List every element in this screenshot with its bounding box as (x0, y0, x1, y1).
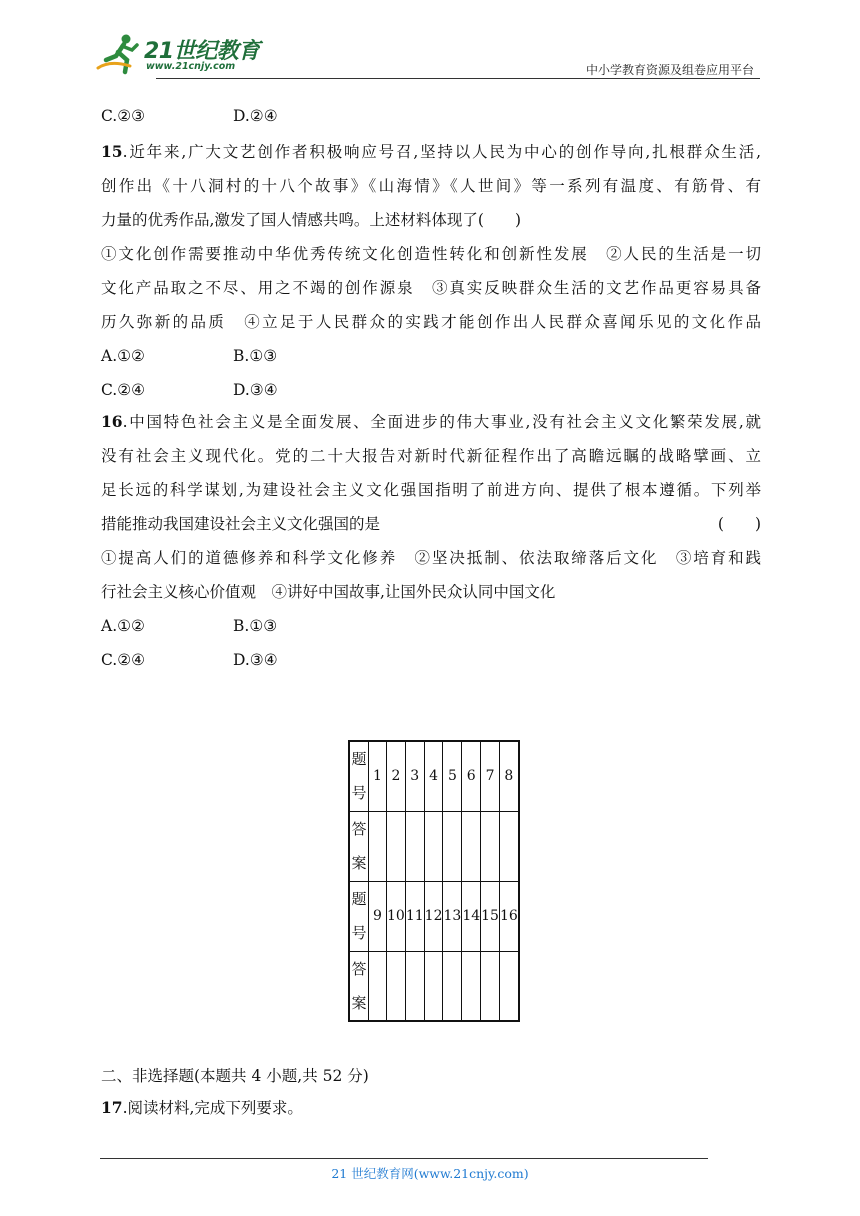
answer-cell[interactable] (481, 811, 500, 881)
question-number-label: 题 号 (349, 881, 369, 951)
footer-divider (100, 1158, 708, 1159)
answer-label: 答 案 (349, 951, 369, 1021)
runner-logo-icon (96, 30, 142, 76)
question-number-cell: 4 (424, 741, 443, 811)
question-number-cell: 12 (424, 881, 443, 951)
answer-cell[interactable] (424, 951, 443, 1021)
header-divider (156, 78, 760, 79)
q15-text-1: .近年来,广大文艺创作者积极响应号召,坚持以人民为中心的创作导向,扎根群众生活, (122, 143, 761, 161)
answer-cell[interactable] (387, 951, 406, 1021)
question-number-cell: 14 (462, 881, 481, 951)
logo-url: www.21cnjy.com (146, 61, 236, 72)
site-logo (96, 30, 266, 78)
q16-option-b: B.①③ (233, 617, 278, 635)
answer-cell[interactable] (405, 811, 424, 881)
q15-line-2: 创作出《十八洞村的十八个故事》《山海情》《人世间》等一系列有温度、有筋骨、有 (101, 177, 761, 195)
q16-option-c: C.②④ (101, 651, 146, 669)
q16-answer-bracket: ( ) (717, 515, 761, 533)
q15-options-row-1 (101, 346, 278, 366)
answer-label: 答 案 (349, 811, 369, 881)
q15-line-4: ①文化创作需要推动中华优秀传统文化创造性转化和创新性发展 ②人民的生活是一切 (101, 245, 761, 263)
q15-option-a: A.①② (101, 347, 145, 365)
q16-line-5: ①提高人们的道德修养和科学文化修养 ②坚决抵制、依法取缔落后文化 ③培育和践 (101, 549, 761, 567)
answer-table (348, 740, 520, 1022)
question-number-cell: 1 (369, 741, 387, 811)
q16-line-3: 足长远的科学谋划,为建设社会主义文化强国指明了前进方向、提供了根本遵循。下列举 (101, 481, 761, 499)
question-number-label: 题 号 (349, 741, 369, 811)
q16-line-1 (101, 412, 761, 432)
question-number-row-2 (349, 881, 519, 951)
answer-cell[interactable] (462, 951, 481, 1021)
page-header (96, 30, 760, 78)
question-number-row-1 (349, 741, 519, 811)
q16-text-1: .中国特色社会主义是全面发展、全面进步的伟大事业,没有社会主义文化繁荣发展,就 (122, 413, 761, 431)
question-number-cell: 2 (387, 741, 406, 811)
q15-option-b: B.①③ (233, 347, 278, 365)
question-number-cell: 8 (499, 741, 518, 811)
question-number-cell: 16 (499, 881, 518, 951)
answer-row-2 (349, 951, 519, 1021)
answer-cell[interactable] (481, 951, 500, 1021)
question-17 (101, 1098, 303, 1118)
question-number-cell: 9 (369, 881, 387, 951)
q17-text: .阅读材料,完成下列要求。 (122, 1099, 303, 1117)
q15-line-1 (101, 142, 761, 162)
platform-name: 中小学教育资源及组卷应用平台 (585, 63, 754, 77)
q16-number: 16 (101, 412, 123, 431)
answer-row-1 (349, 811, 519, 881)
q16-options-row-1 (101, 616, 278, 636)
answer-cell[interactable] (443, 811, 462, 881)
question-number-cell: 15 (481, 881, 500, 951)
q16-text-4: 措能推动我国建设社会主义文化强国的是 (101, 515, 381, 533)
q15-option-d: D.③④ (233, 381, 278, 399)
q17-number: 17 (101, 1098, 123, 1117)
q15-option-c: C.②④ (101, 381, 146, 399)
question-number-cell: 6 (462, 741, 481, 811)
q16-option-d: D.③④ (233, 651, 278, 669)
q14-options-row (101, 106, 278, 126)
question-number-cell: 5 (443, 741, 462, 811)
q15-line-5: 文化产品取之不尽、用之不竭的创作源泉 ③真实反映群众生活的文艺作品更容易具备 (101, 279, 761, 297)
answer-cell[interactable] (405, 951, 424, 1021)
question-number-cell: 11 (405, 881, 424, 951)
answer-cell[interactable] (424, 811, 443, 881)
q16-option-a: A.①② (101, 617, 145, 635)
section-heading: 二、非选择题(本题共 4 小题,共 52 分) (101, 1067, 369, 1085)
q16-options-row-2 (101, 650, 278, 670)
answer-cell[interactable] (499, 951, 518, 1021)
question-number-cell: 13 (443, 881, 462, 951)
page-footer[interactable]: 21 世纪教育网(www.21cnjy.com) (331, 1166, 529, 1181)
question-number-cell: 10 (387, 881, 406, 951)
answer-cell[interactable] (499, 811, 518, 881)
q14-option-c: C.②③ (101, 107, 146, 125)
q15-number: 15 (101, 142, 123, 161)
question-number-cell: 7 (481, 741, 500, 811)
q15-line-6: 历久弥新的品质 ④立足于人民群众的实践才能创作出人民群众喜闻乐见的文化作品 (101, 313, 761, 331)
answer-cell[interactable] (462, 811, 481, 881)
logo-text: 21世纪教育 (144, 39, 260, 64)
q16-line-6: 行社会主义核心价值观 ④讲好中国故事,让国外民众认同中国文化 (101, 583, 556, 601)
q16-line-4 (101, 514, 761, 534)
answer-cell[interactable] (369, 811, 387, 881)
q15-options-row-2 (101, 380, 278, 400)
q15-line-3: 力量的优秀作品,激发了国人情感共鸣。上述材料体现了( ) (101, 211, 522, 229)
answer-cell[interactable] (443, 951, 462, 1021)
question-number-cell: 3 (405, 741, 424, 811)
q14-option-d: D.②④ (233, 107, 278, 125)
answer-cell[interactable] (387, 811, 406, 881)
answer-cell[interactable] (369, 951, 387, 1021)
q16-line-2: 没有社会主义现代化。党的二十大报告对新时代新征程作出了高瞻远瞩的战略擘画、立 (101, 447, 761, 465)
